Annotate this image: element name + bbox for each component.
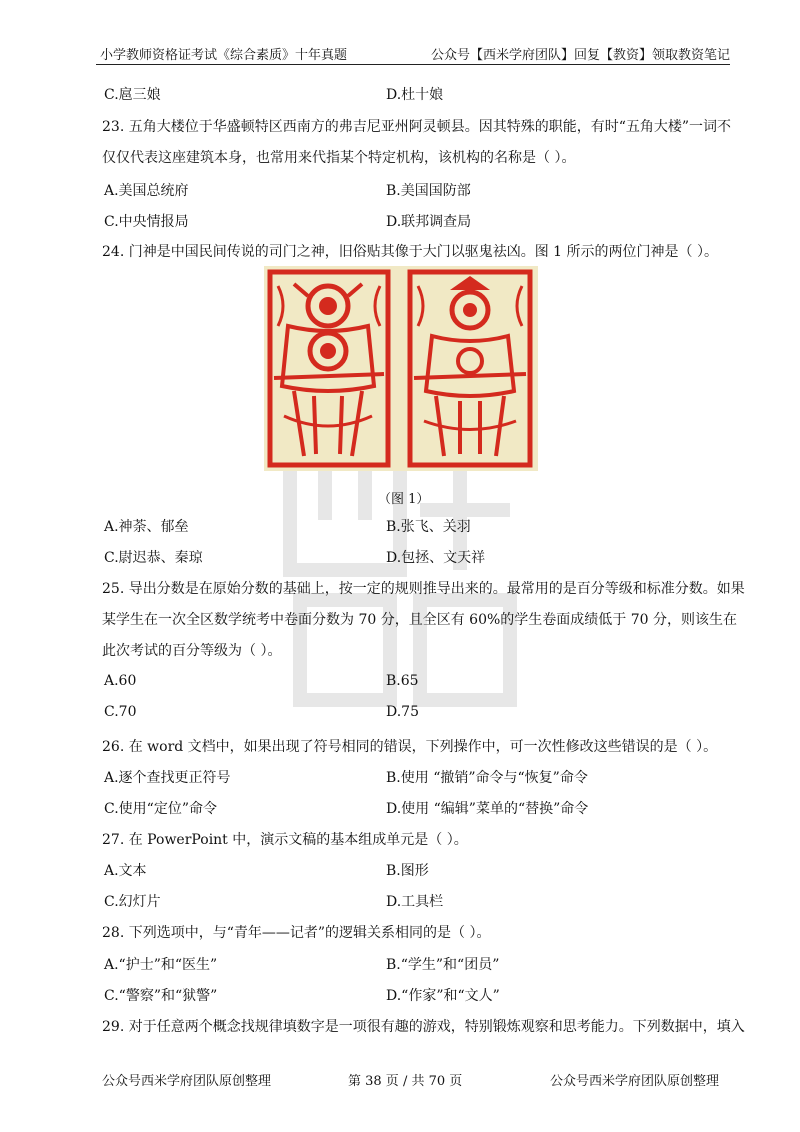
q23-option-c: C.中央情报局 [104, 214, 189, 230]
q23-stem-line2: 仅仅代表这座建筑本身，也常用来代指某个特定机构，该机构的名称是（ ）。 [102, 150, 576, 166]
q22-option-c: C.扈三娘 [104, 87, 161, 103]
q28-option-d: D.“作家”和“文人” [386, 988, 500, 1004]
header-divider [96, 64, 730, 65]
q25-stem-line3: 此次考试的百分等级为（ ）。 [102, 643, 282, 659]
q25-option-c: C.70 [104, 704, 137, 720]
q29-stem-line1: 29. 对于任意两个概念找规律填数字是一项很有趣的游戏，特别锻炼观察和思考能力。下列数据中，填入 [102, 1019, 745, 1035]
q28-option-a: A.“护士”和“医生” [104, 957, 218, 973]
footer-right-credit: 公众号西米学府团队原创整理 [550, 1074, 720, 1089]
q22-option-d: D.杜十娘 [386, 87, 444, 103]
q27-option-c: C.幻灯片 [104, 894, 161, 910]
q26-option-b: B.使用 “撤销”命令与“恢复”命令 [386, 770, 588, 786]
q26-stem-line1: 26. 在 word 文档中，如果出现了符号相同的错误，下列操作中，可一次性修改这些错误的是（ ）。 [102, 739, 718, 755]
q23-option-a: A.美国总统府 [104, 183, 189, 199]
q26-option-a: A.逐个查找更正符号 [104, 770, 231, 786]
page-number: 第 38 页 / 共 70 页 [348, 1074, 463, 1089]
q27-option-d: D.工具栏 [386, 894, 444, 910]
q27-stem-line1: 27. 在 PowerPoint 中，演示文稿的基本组成单元是（ ）。 [102, 832, 468, 848]
q25-option-b: B.65 [386, 673, 419, 689]
figure-caption: （图 1） [378, 492, 430, 507]
header-note: 公众号【西米学府团队】回复【教资】领取教资笔记 [430, 48, 730, 63]
door-gods-papercut-image [264, 266, 538, 471]
q24-option-d: D.包拯、文天祥 [386, 550, 486, 566]
q26-option-d: D.使用 “编辑”菜单的“替换”命令 [386, 801, 589, 817]
q26-option-c: C.使用“定位”命令 [104, 801, 217, 817]
q23-option-d: D.联邦调查局 [386, 214, 472, 230]
q25-option-a: A.60 [104, 673, 137, 689]
q25-stem-line2: 某学生在一次全区数学统考中卷面分数为 70 分，且全区有 60%的学生卷面成绩低于 70 分，则该生在 [102, 612, 737, 628]
q24-stem-line1: 24. 门神是中国民间传说的司门之神，旧俗贴其像于大门以驱鬼祛凶。图 1 所示的两位门神是（ ）。 [102, 244, 718, 260]
q24-option-a: A.神荼、郁垒 [104, 519, 189, 535]
q23-option-b: B.美国国防部 [386, 183, 471, 199]
q27-option-b: B.图形 [386, 863, 429, 879]
footer-left-credit: 公众号西米学府团队原创整理 [102, 1074, 272, 1089]
q25-option-d: D.75 [386, 704, 419, 720]
q27-option-a: A.文本 [104, 863, 147, 879]
q25-stem-line1: 25. 导出分数是在原始分数的基础上，按一定的规则推导出来的。最常用的是百分等级和标准分数。如果 [102, 581, 745, 597]
q28-option-b: B.“学生”和“团员” [386, 957, 500, 973]
papercut-door-gods-illustration [264, 266, 538, 471]
header-title: 小学教师资格证考试《综合素质》十年真题 [100, 48, 348, 63]
q23-stem-line1: 23. 五角大楼位于华盛顿特区西南方的弗吉尼亚州阿灵顿县。因其特殊的职能，有时“五角大楼”一词不 [102, 119, 732, 135]
q24-option-b: B.张飞、关羽 [386, 519, 471, 535]
q28-stem-line1: 28. 下列选项中，与“青年——记者”的逻辑关系相同的是（ ）。 [102, 925, 491, 941]
q28-option-c: C.“警察”和“狱警” [104, 988, 218, 1004]
q24-option-c: C.尉迟恭、秦琼 [104, 550, 203, 566]
